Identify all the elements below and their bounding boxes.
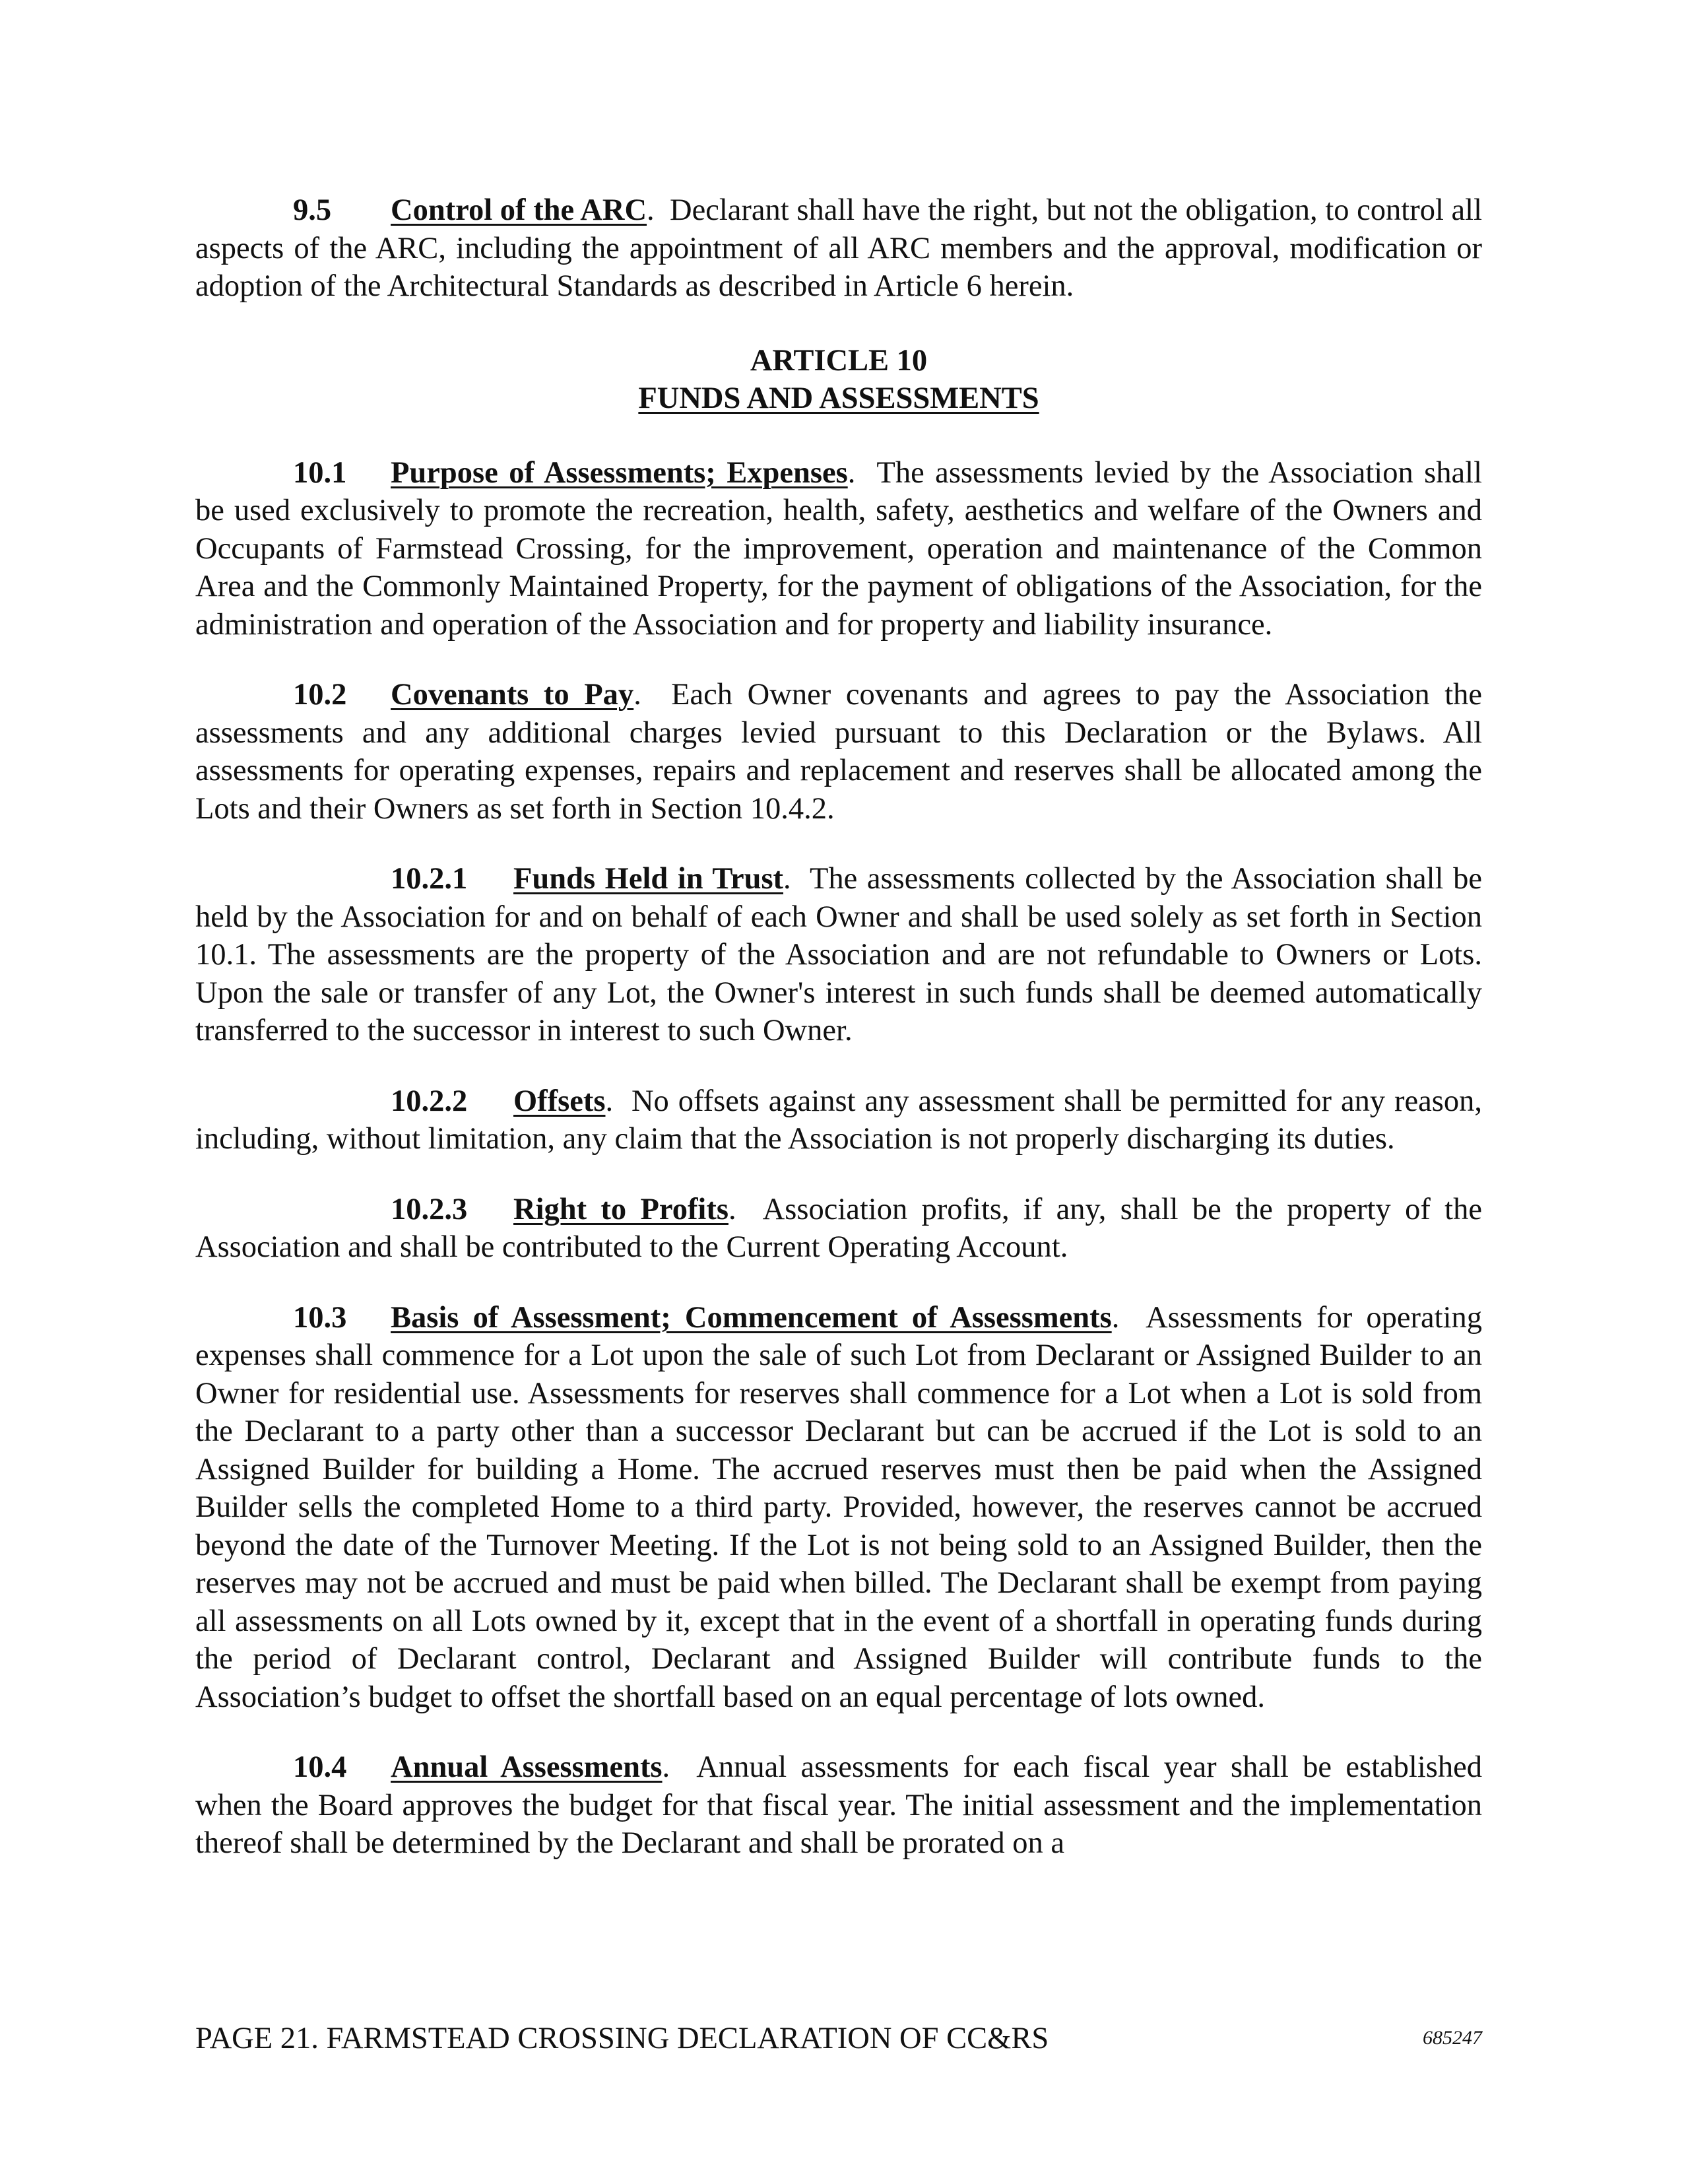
section-text: Declarant shall have the right, but not the obligation, to control all aspects of the ARC, including the appointment of all ARC members and the approval, modification or adoption of the Architectural Standards as described in Article 6 herein.	[195, 193, 1483, 303]
section-heading: Right to Profits	[513, 1192, 729, 1226]
section-10-2: 10.2 Covenants to Pay. Each Owner covenants and agrees to pay the Association the assessments and any additional charges levied pursuant to this Declaration or the Bylaws. All assessments for operating expenses, repairs and replacement and reserves shall be allocated among the Lots and their Owners as set forth in Section 10.4.2.	[195, 676, 1482, 828]
article-title: FUNDS AND ASSESSMENTS	[638, 381, 1039, 415]
section-text: The assessments collected by the Association shall be held by the Association for and on behalf of each Owner and shall be used solely as set forth in Section 10.1. The assessments are the property of the Association and are not refundable to Owners or Lots. Upon the sale or transfer of any Lot, the Owner's interest in such funds shall be deemed automatically transferred to the successor in interest to such Owner.	[195, 862, 1482, 1047]
section-10-2-3: 10.2.3 Right to Profits. Association profits, if any, shall be the property of the Association and shall be contributed to the Current Operating Account.	[195, 1191, 1482, 1267]
section-text: Annual assessments for each fiscal year shall be established when the Board approves the budget for that fiscal year. The initial assessment and the implementation thereof shall be determined by the Declarant and shall be prorated on a	[195, 1750, 1482, 1860]
section-10-3: 10.3 Basis of Assessment; Commencement of Assessments. Assessments for operating expenses shall commence for a Lot upon the sale of such Lot from Declarant or Assigned Builder to an Owner for residential use. Assessments for reserves shall commence for a Lot when a Lot is sold from the Declarant to a party other than a successor Declarant but can be accrued if the Lot is sold to an Assigned Builder for building a Home. The accrued reserves must then be paid when the Assigned Builder sells the completed Home to a third party. Provided, however, the reserves cannot be accrued beyond the date of the Turnover Meeting. If the Lot is not being sold to an Assigned Builder, then the reserves may not be accrued and must be paid when billed. The Declarant shall be exempt from paying all assessments on all Lots owned by it, except that in the event of a shortfall in operating funds during the period of Declarant control, Declarant and Assigned Builder will contribute funds to the Association’s budget to offset the shortfall based on an equal percentage of lots owned.	[195, 1299, 1482, 1717]
section-number: 10.2.3	[391, 1192, 468, 1226]
footer-doc-number: 685247	[1423, 2027, 1482, 2049]
section-10-4: 10.4 Annual Assessments. Annual assessments for each fiscal year shall be established when the Board approves the budget for that fiscal year. The initial assessment and the implementation thereof shall be determined by the Declarant and shall be prorated on a	[195, 1748, 1482, 1863]
article-number: ARTICLE 10	[750, 343, 928, 378]
section-heading: Offsets	[513, 1084, 606, 1118]
section-number: 10.2.1	[391, 862, 468, 896]
section-heading: Funds Held in Trust	[513, 862, 784, 896]
article-heading	[195, 342, 1482, 418]
page-footer	[195, 2020, 1482, 2058]
section-10-2-1: 10.2.1 Funds Held in Trust. The assessments collected by the Association shall be held by the Association for and on behalf of each Owner and shall be used solely as set forth in Section 10.1. The assessments are the property of the Association and are not refundable to Owners or Lots. Upon the sale or transfer of any Lot, the Owner's interest in such funds shall be deemed automatically transferred to the successor in interest to such Owner.	[195, 860, 1482, 1050]
section-heading: Covenants to Pay	[391, 678, 634, 711]
section-text: The assessments levied by the Association shall be used exclusively to promote the recreation, health, safety, aesthetics and welfare of the Owners and Occupants of Farmstead Crossing, for the improvement, operation and maintenance of the Common Area and the Commonly Maintained Property, for the payment of obligations of the Association, for the administration and operation of the Association and for property and liability insurance.	[195, 455, 1482, 642]
section-number: 10.2.2	[391, 1084, 468, 1118]
document-page	[195, 191, 1482, 1863]
section-text: No offsets against any assessment shall be permitted for any reason, including, without limitation, any claim that the Association is not properly discharging its duties.	[195, 1084, 1482, 1156]
section-9-5: 9.5 Control of the ARC. Declarant shall have the right, but not the obligation, to control all aspects of the ARC, including the appointment of all ARC members and the approval, modification or adoption of the Architectural Standards as described in Article 6 herein.	[195, 191, 1482, 306]
section-number: 9.5	[293, 193, 332, 227]
section-number: 10.2	[293, 678, 347, 711]
section-heading: Control of the ARC	[391, 193, 647, 227]
section-number: 10.1	[293, 455, 347, 490]
section-number: 10.4	[293, 1750, 347, 1784]
section-heading: Annual Assessments	[391, 1750, 663, 1784]
section-text: Assessments for operating expenses shall commence for a Lot upon the sale of such Lot from Declarant or Assigned Builder to an Owner for residential use. Assessments for reserves shall commence for a Lot when a Lot is sold from the Declarant to a party other than a successor Declarant but can be accrued if the Lot is sold to an Assigned Builder for building a Home. The accrued reserves must then be paid when the Assigned Builder sells the completed Home to a third party. Provided, however, the reserves cannot be accrued beyond the date of the Turnover Meeting. If the Lot is not being sold to an Assigned Builder, then the reserves may not be accrued and must be paid when billed. The Declarant shall be exempt from paying all assessments on all Lots owned by it, except that in the event of a shortfall in operating funds during the period of Declarant control, Declarant and Assigned Builder will contribute funds to the Association’s budget to offset the shortfall based on an equal percentage of lots owned.	[195, 1300, 1482, 1714]
section-heading: Purpose of Assessments; Expenses	[391, 455, 848, 490]
section-10-1: 10.1 Purpose of Assessments; Expenses. The assessments levied by the Association shall be used exclusively to promote the recreation, health, safety, aesthetics and welfare of the Owners and Occupants of Farmstead Crossing, for the improvement, operation and maintenance of the Common Area and the Commonly Maintained Property, for the payment of obligations of the Association, for the administration and operation of the Association and for property and liability insurance.	[195, 454, 1482, 644]
section-number: 10.3	[293, 1300, 347, 1335]
footer-page-label: PAGE 21. FARMSTEAD CROSSING DECLARATION OF CC&RS	[195, 2022, 1049, 2055]
section-text: Association profits, if any, shall be the property of the Association and shall be contributed to the Current Operating Account.	[195, 1192, 1482, 1264]
section-10-2-2: 10.2.2 Offsets. No offsets against any assessment shall be permitted for any reason, including, without limitation, any claim that the Association is not properly discharging its duties.	[195, 1082, 1482, 1158]
section-text: Each Owner covenants and agrees to pay the Association the assessments and any additional charges levied pursuant to this Declaration or the Bylaws. All assessments for operating expenses, repairs and replacement and reserves shall be allocated among the Lots and their Owners as set forth in Section 10.4.2.	[195, 678, 1483, 826]
section-heading: Basis of Assessment; Commencement of Assessments	[391, 1300, 1112, 1335]
